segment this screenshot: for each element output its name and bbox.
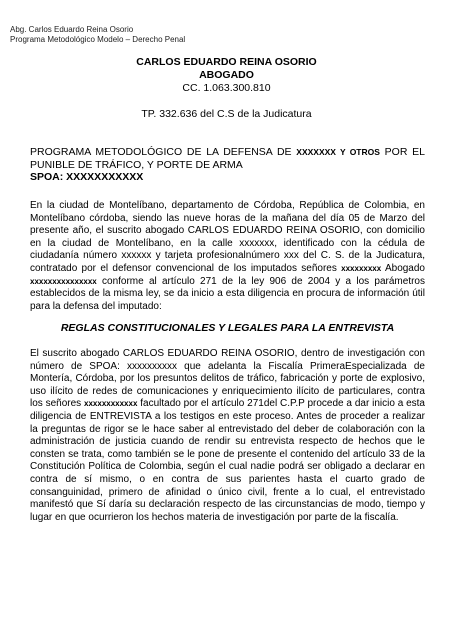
program-defendants: XXXXXXX Y OTROS	[296, 147, 380, 157]
intro-text-1: En la ciudad de Montelíbano, departamento de Córdoba, República de Colombia, en Montelíbano córdoba, siendo las nueve horas de la mañana del día 05 de Marzo del presente año, el suscrito abogado CARLOS EDUARDO REINA OSORIO, con domicilio en la ciudad de Montelíbano, en la calle xxxxxxx, identificado con la cédula de ciudadanía número xxxxxx y tarjeta profesionalnúmero xxx del C. S. de la Judicatura, contratado por el defensor convencional de los imputados señores	[30, 200, 425, 274]
rules-defendants: xxxxxxxxxxxx	[84, 399, 138, 409]
section-heading: REGLAS CONSTITUCIONALES Y LEGALES PARA LA ENTREVISTA	[60, 322, 395, 334]
program-spoa: SPOA: XXXXXXXXXXX	[30, 171, 144, 183]
paragraph-rules	[30, 348, 425, 524]
lawyer-title: ABOGADO	[199, 69, 254, 81]
paragraph-intro	[30, 200, 425, 313]
intro-text-3: conforme al artículo 271 de la ley 906 de 2004 y a los parámetros establecidos de la misma ley, se da inicio a esta diligencia en procura de información útil para la defensa del imputado:	[30, 275, 425, 312]
program-title	[30, 146, 425, 184]
intro-attorney: xxxxxxxxxxxxxxx	[30, 276, 97, 286]
rules-text-2: facultado por el artículo 271del C.P.P procede a dar inicio a esta diligencia de ENTREVISTA a los testigos en este proceso. Antes de proceder a realizar la preguntas de rigor se le hace saber al entrevistado del deber de colaboración con la administración de justicia cuando de rendir su entrevista respecto de hechos que le consten se trata, como también se le pone de presente el contenido del artículo 33 de la Constitución Política de Colombia, según el cual nadie podrá ser obligado a declarar en contra de sí mismo, o en contra de sus parientes hasta el cuarto grado de consanguinidad, primero de afinidad o único civil, frente a lo cual, el entrevistado manifestó que Sí daría su declaración respecto de las circunstancias de modo, tiempo y lugar en que ocurrieron los hechos materia de investigación por parte de la fiscalía.	[30, 398, 425, 523]
intro-defendants: xxxxxxxxx	[341, 263, 382, 273]
lawyer-name: CARLOS EDUARDO REINA OSORIO	[136, 56, 317, 68]
lawyer-cc: CC. 1.063.300.810	[182, 82, 271, 94]
rules-text-1: El suscrito abogado CARLOS EDUARDO REINA OSORIO, dentro de investigación con número de SPOA: xxxxxxxxxx que adelanta la Fiscalía PrimeraEspecializada de Montería, Córdoba, por los presuntos delitos de tráfico, fabricación y porte de explosivo, uso ilícito de redes de comunicaciones y enriquecimiento ilícito de particulares, contra los señores	[30, 348, 425, 410]
running-header	[10, 25, 185, 45]
intro-text-2: Abogado	[381, 262, 425, 274]
program-text-a: PROGRAMA METODOLÓGICO DE LA DEFENSA DE	[30, 146, 297, 158]
program-text-b: POR EL PUNIBLE DE TRÁFICO, Y PORTE DE ARMA	[30, 146, 425, 171]
header-author: Abg. Carlos Eduardo Reina Osorio	[10, 25, 134, 34]
lawyer-tp: TP. 332.636 del C.S de la Judicatura	[141, 108, 312, 120]
header-subtitle: Programa Metodológico Modelo – Derecho Penal	[10, 35, 186, 44]
